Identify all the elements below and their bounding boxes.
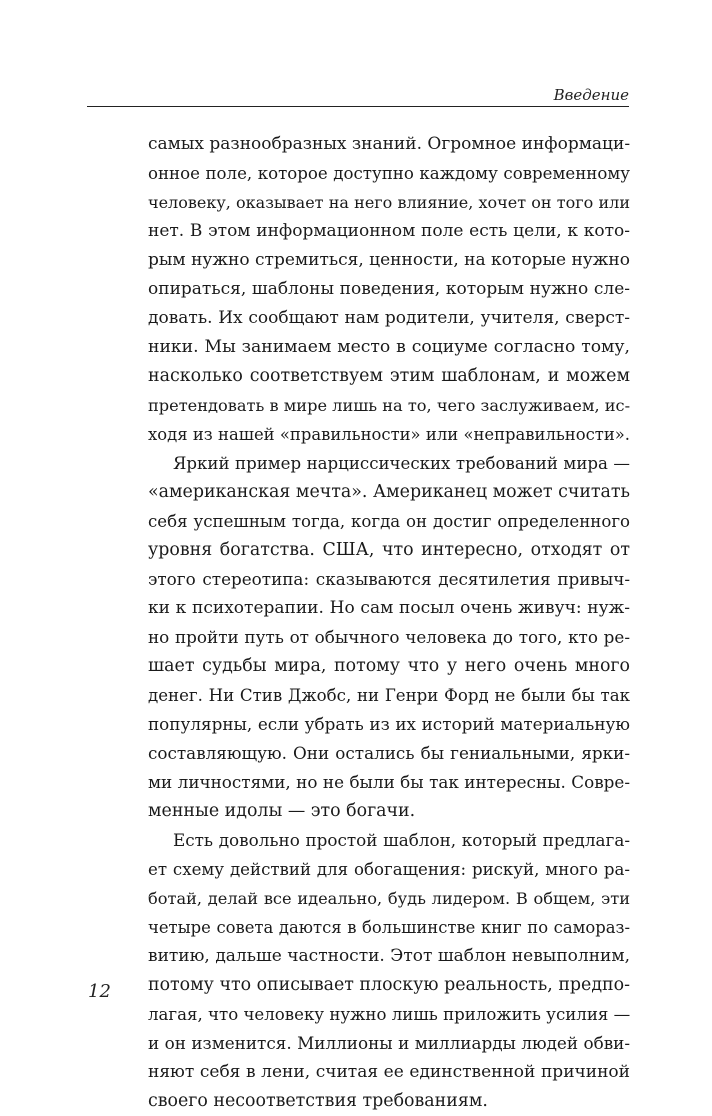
page-number: 12: [88, 981, 111, 1002]
text-line: и он изменится. Миллионы и миллиарды людей обви-: [148, 1033, 630, 1053]
text-line: уровня богатства. США, что интересно, отходят от: [148, 540, 630, 560]
text-line: денег. Ни Стив Джобс, ни Генри Форд не были бы так: [148, 686, 630, 705]
text-line: себя успешным тогда, когда он достиг определенного: [148, 512, 630, 531]
text-line: шает судьбы мира, потому что у него очень много: [148, 656, 630, 676]
paragraph: [148, 826, 630, 1116]
text-line: «американская мечта». Американец может считать: [148, 482, 630, 502]
text-line: ники. Мы занимаем место в социуме согласно тому,: [148, 337, 630, 357]
paragraph: [148, 449, 630, 826]
text-line: но пройти путь от обычного человека до того, кто ре-: [148, 627, 630, 647]
text-line: самых разнообразных знаний. Огромное информаци-: [148, 134, 631, 154]
text-line: составляющую. Они остались бы гениальными, ярки-: [148, 743, 630, 763]
text-line: популярны, если убрать из их историй материальную: [148, 714, 630, 734]
text-line: ботай, делай все идеально, будь лидером. В общем, эти: [148, 889, 630, 908]
text-line: лагая, что человеку нужно лишь приложить усилия —: [148, 1005, 631, 1024]
body-text: [148, 130, 630, 1116]
text-line: претендовать в мире лишь на то, чего заслуживаем, ис-: [148, 396, 631, 415]
text-line: довать. Их сообщают нам родители, учителя, сверст-: [148, 308, 630, 328]
text-line: рым нужно стремиться, ценности, на которые нужно: [148, 250, 630, 270]
text-line: ми личностями, но не были бы так интересны. Совре-: [148, 772, 630, 792]
paragraph: [148, 130, 630, 449]
text-line: Яркий пример нарциссических требований мира —: [173, 454, 630, 473]
text-line: своего несоответствия требованиям.: [148, 1091, 488, 1111]
text-line: онное поле, которое доступно каждому современному: [148, 164, 630, 183]
text-line: человеку, оказывает на него влияние, хочет он того или: [148, 193, 630, 212]
text-line: ки к психотерапии. Но сам посыл очень живуч: нуж-: [148, 598, 630, 618]
text-line: Есть довольно простой шаблон, который предлага-: [173, 830, 630, 850]
text-line: ходя из нашей «правильности» или «неправильности».: [148, 425, 630, 444]
text-line: ет схему действий для обогащения: рискуй, много ра-: [148, 860, 630, 879]
text-line: этого стереотипа: сказываются десятилетия привыч-: [148, 569, 630, 589]
text-line: няют себя в лени, считая ее единственной причиной: [148, 1062, 630, 1082]
text-line: нет. В этом информационном поле есть цели, к кото-: [148, 221, 630, 241]
text-line: менные идолы — это богачи.: [148, 801, 416, 821]
text-line: потому что описывает плоскую реальность, предпо-: [148, 975, 630, 995]
text-line: витию, дальше частности. Этот шаблон невыполним,: [148, 946, 630, 966]
text-line: опираться, шаблоны поведения, которым нужно сле-: [148, 279, 630, 299]
running-head: Введение: [553, 86, 629, 104]
header-rule: [87, 106, 629, 107]
text-line: насколько соответствуем этим шаблонам, и можем: [148, 366, 630, 386]
text-line: четыре совета даются в большинстве книг по самораз-: [148, 918, 630, 937]
